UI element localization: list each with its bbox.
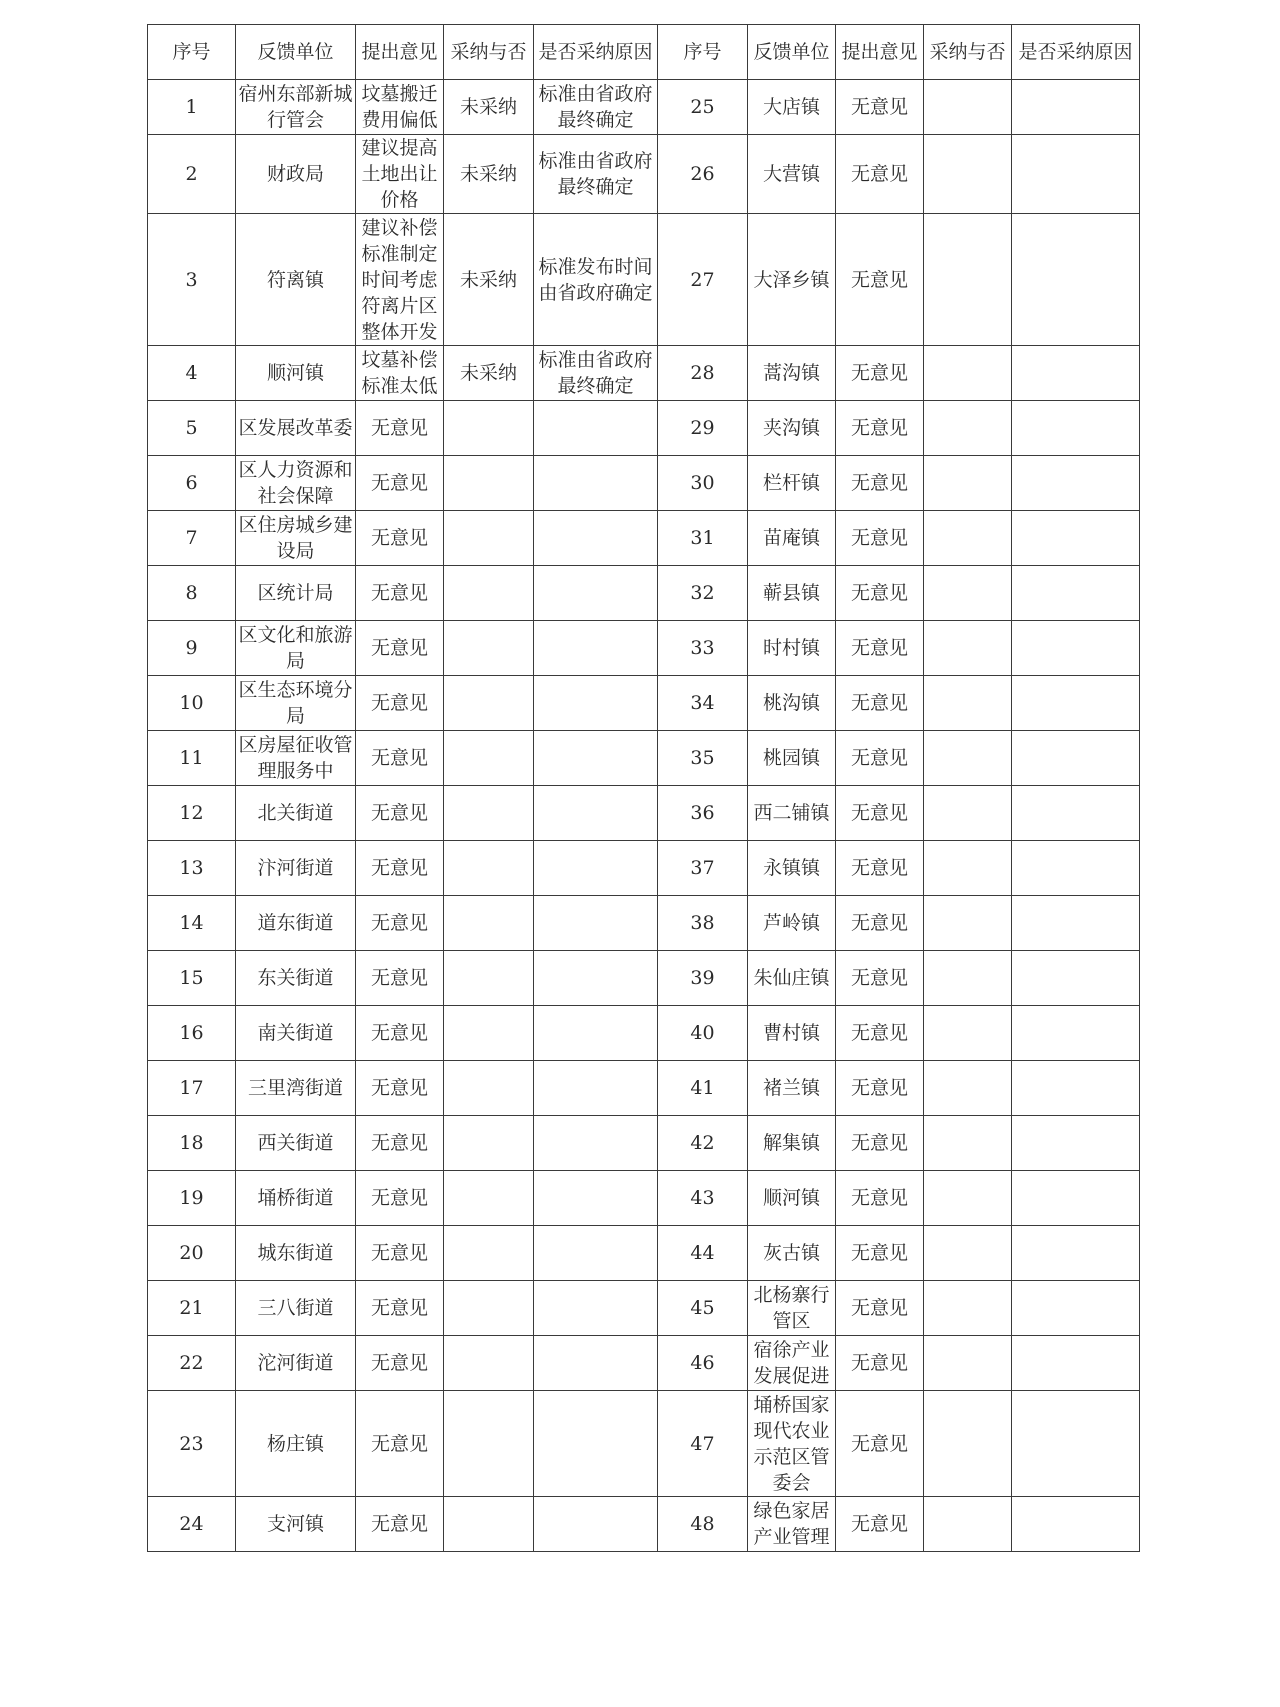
left-opinion-cell: 无意见 bbox=[356, 1171, 444, 1226]
table-row bbox=[148, 1006, 1140, 1061]
right-row-number-cell: 39 bbox=[658, 951, 748, 1006]
table-row bbox=[148, 731, 1140, 786]
right-adoption-status-cell bbox=[924, 676, 1012, 731]
right-row-number-cell: 31 bbox=[658, 511, 748, 566]
left-adoption-status-cell bbox=[444, 456, 534, 511]
left-row-number-cell: 16 bbox=[148, 1006, 236, 1061]
right-row-number-cell: 27 bbox=[658, 214, 748, 346]
right-adoption-status-cell bbox=[924, 951, 1012, 1006]
left-row-number-cell: 13 bbox=[148, 841, 236, 896]
header-cell: 是否采纳原因 bbox=[1012, 25, 1140, 80]
left-adoption-reason-cell bbox=[534, 676, 658, 731]
right-row-number-cell: 46 bbox=[658, 1336, 748, 1391]
left-opinion-cell: 无意见 bbox=[356, 951, 444, 1006]
left-adoption-reason-cell bbox=[534, 401, 658, 456]
right-adoption-status-cell bbox=[924, 511, 1012, 566]
right-feedback-unit-cell: 桃沟镇 bbox=[748, 676, 836, 731]
left-row-number-cell: 23 bbox=[148, 1391, 236, 1497]
left-adoption-status-cell bbox=[444, 1171, 534, 1226]
right-opinion-cell: 无意见 bbox=[836, 1281, 924, 1336]
left-row-number-cell: 24 bbox=[148, 1497, 236, 1552]
right-adoption-reason-cell bbox=[1012, 80, 1140, 135]
right-adoption-status-cell bbox=[924, 346, 1012, 401]
right-adoption-reason-cell bbox=[1012, 841, 1140, 896]
right-opinion-cell: 无意见 bbox=[836, 1061, 924, 1116]
left-adoption-status-cell bbox=[444, 1006, 534, 1061]
left-adoption-reason-cell bbox=[534, 841, 658, 896]
left-opinion-cell: 无意见 bbox=[356, 676, 444, 731]
right-adoption-reason-cell bbox=[1012, 1116, 1140, 1171]
right-adoption-reason-cell bbox=[1012, 566, 1140, 621]
left-adoption-status-cell bbox=[444, 1226, 534, 1281]
left-row-number-cell: 8 bbox=[148, 566, 236, 621]
left-adoption-status-cell: 未采纳 bbox=[444, 80, 534, 135]
left-adoption-reason-cell bbox=[534, 1226, 658, 1281]
left-adoption-status-cell bbox=[444, 1497, 534, 1552]
right-opinion-cell: 无意见 bbox=[836, 80, 924, 135]
right-adoption-status-cell bbox=[924, 401, 1012, 456]
right-adoption-reason-cell bbox=[1012, 1336, 1140, 1391]
right-opinion-cell: 无意见 bbox=[836, 731, 924, 786]
header-cell: 序号 bbox=[658, 25, 748, 80]
right-feedback-unit-cell: 大泽乡镇 bbox=[748, 214, 836, 346]
right-adoption-reason-cell bbox=[1012, 731, 1140, 786]
left-adoption-status-cell bbox=[444, 676, 534, 731]
table-row bbox=[148, 1116, 1140, 1171]
right-feedback-unit-cell: 曹村镇 bbox=[748, 1006, 836, 1061]
left-adoption-reason-cell bbox=[534, 951, 658, 1006]
right-feedback-unit-cell: 绿色家居产业管理 bbox=[748, 1497, 836, 1552]
right-feedback-unit-cell: 大店镇 bbox=[748, 80, 836, 135]
right-adoption-status-cell bbox=[924, 566, 1012, 621]
left-row-number-cell: 22 bbox=[148, 1336, 236, 1391]
header-row bbox=[148, 25, 1140, 80]
left-adoption-reason-cell bbox=[534, 1391, 658, 1497]
left-opinion-cell: 无意见 bbox=[356, 1391, 444, 1497]
right-adoption-reason-cell bbox=[1012, 1391, 1140, 1497]
right-adoption-status-cell bbox=[924, 1061, 1012, 1116]
right-opinion-cell: 无意见 bbox=[836, 135, 924, 214]
left-row-number-cell: 7 bbox=[148, 511, 236, 566]
right-feedback-unit-cell: 桃园镇 bbox=[748, 731, 836, 786]
right-adoption-reason-cell bbox=[1012, 1497, 1140, 1552]
header-cell: 提出意见 bbox=[836, 25, 924, 80]
table-row bbox=[148, 951, 1140, 1006]
table-row bbox=[148, 456, 1140, 511]
right-opinion-cell: 无意见 bbox=[836, 1116, 924, 1171]
right-adoption-status-cell bbox=[924, 896, 1012, 951]
right-adoption-reason-cell bbox=[1012, 786, 1140, 841]
left-feedback-unit-cell: 区统计局 bbox=[236, 566, 356, 621]
table-row bbox=[148, 214, 1140, 346]
left-adoption-reason-cell bbox=[534, 786, 658, 841]
left-feedback-unit-cell: 区住房城乡建设局 bbox=[236, 511, 356, 566]
right-adoption-status-cell bbox=[924, 135, 1012, 214]
right-feedback-unit-cell: 埇桥国家现代农业示范区管委会 bbox=[748, 1391, 836, 1497]
right-adoption-reason-cell bbox=[1012, 1006, 1140, 1061]
right-opinion-cell: 无意见 bbox=[836, 346, 924, 401]
left-opinion-cell: 无意见 bbox=[356, 621, 444, 676]
left-opinion-cell: 建议补偿标准制定时间考虑符离片区整体开发 bbox=[356, 214, 444, 346]
header-cell: 反馈单位 bbox=[748, 25, 836, 80]
left-adoption-reason-cell bbox=[534, 896, 658, 951]
table-row bbox=[148, 1281, 1140, 1336]
right-adoption-status-cell bbox=[924, 1226, 1012, 1281]
left-adoption-reason-cell bbox=[534, 456, 658, 511]
left-adoption-reason-cell: 标准由省政府最终确定 bbox=[534, 135, 658, 214]
right-opinion-cell: 无意见 bbox=[836, 1226, 924, 1281]
right-adoption-reason-cell bbox=[1012, 401, 1140, 456]
left-adoption-reason-cell: 标准发布时间由省政府确定 bbox=[534, 214, 658, 346]
left-opinion-cell: 无意见 bbox=[356, 1226, 444, 1281]
left-adoption-status-cell: 未采纳 bbox=[444, 346, 534, 401]
left-adoption-status-cell: 未采纳 bbox=[444, 214, 534, 346]
right-row-number-cell: 28 bbox=[658, 346, 748, 401]
left-row-number-cell: 14 bbox=[148, 896, 236, 951]
left-feedback-unit-cell: 沱河街道 bbox=[236, 1336, 356, 1391]
right-opinion-cell: 无意见 bbox=[836, 1006, 924, 1061]
right-row-number-cell: 36 bbox=[658, 786, 748, 841]
left-adoption-status-cell bbox=[444, 1061, 534, 1116]
right-row-number-cell: 37 bbox=[658, 841, 748, 896]
table-row bbox=[148, 1497, 1140, 1552]
left-opinion-cell: 无意见 bbox=[356, 896, 444, 951]
left-row-number-cell: 11 bbox=[148, 731, 236, 786]
left-adoption-reason-cell bbox=[534, 1006, 658, 1061]
left-adoption-status-cell bbox=[444, 511, 534, 566]
right-adoption-status-cell bbox=[924, 621, 1012, 676]
left-adoption-reason-cell bbox=[534, 731, 658, 786]
left-feedback-unit-cell: 北关街道 bbox=[236, 786, 356, 841]
left-feedback-unit-cell: 宿州东部新城行管会 bbox=[236, 80, 356, 135]
left-feedback-unit-cell: 汴河街道 bbox=[236, 841, 356, 896]
right-row-number-cell: 32 bbox=[658, 566, 748, 621]
right-opinion-cell: 无意见 bbox=[836, 951, 924, 1006]
left-adoption-status-cell bbox=[444, 1391, 534, 1497]
right-opinion-cell: 无意见 bbox=[836, 841, 924, 896]
table-row bbox=[148, 1226, 1140, 1281]
table-row bbox=[148, 401, 1140, 456]
left-feedback-unit-cell: 区文化和旅游局 bbox=[236, 621, 356, 676]
right-feedback-unit-cell: 夹沟镇 bbox=[748, 401, 836, 456]
table-row bbox=[148, 786, 1140, 841]
left-opinion-cell: 无意见 bbox=[356, 1116, 444, 1171]
right-feedback-unit-cell: 褚兰镇 bbox=[748, 1061, 836, 1116]
left-adoption-reason-cell: 标准由省政府最终确定 bbox=[534, 346, 658, 401]
left-feedback-unit-cell: 东关街道 bbox=[236, 951, 356, 1006]
right-opinion-cell: 无意见 bbox=[836, 1171, 924, 1226]
table-row bbox=[148, 80, 1140, 135]
right-adoption-reason-cell bbox=[1012, 1226, 1140, 1281]
left-opinion-cell: 无意见 bbox=[356, 511, 444, 566]
right-feedback-unit-cell: 栏杆镇 bbox=[748, 456, 836, 511]
right-feedback-unit-cell: 北杨寨行管区 bbox=[748, 1281, 836, 1336]
right-adoption-reason-cell bbox=[1012, 896, 1140, 951]
right-adoption-status-cell bbox=[924, 1336, 1012, 1391]
right-row-number-cell: 42 bbox=[658, 1116, 748, 1171]
left-opinion-cell: 无意见 bbox=[356, 566, 444, 621]
right-row-number-cell: 34 bbox=[658, 676, 748, 731]
left-opinion-cell: 无意见 bbox=[356, 1281, 444, 1336]
left-feedback-unit-cell: 符离镇 bbox=[236, 214, 356, 346]
left-feedback-unit-cell: 三里湾街道 bbox=[236, 1061, 356, 1116]
left-adoption-reason-cell: 标准由省政府最终确定 bbox=[534, 80, 658, 135]
left-row-number-cell: 3 bbox=[148, 214, 236, 346]
right-adoption-status-cell bbox=[924, 1006, 1012, 1061]
left-adoption-reason-cell bbox=[534, 1171, 658, 1226]
left-row-number-cell: 15 bbox=[148, 951, 236, 1006]
right-adoption-status-cell bbox=[924, 214, 1012, 346]
right-opinion-cell: 无意见 bbox=[836, 676, 924, 731]
left-adoption-status-cell bbox=[444, 401, 534, 456]
right-opinion-cell: 无意见 bbox=[836, 401, 924, 456]
left-row-number-cell: 6 bbox=[148, 456, 236, 511]
right-feedback-unit-cell: 灰古镇 bbox=[748, 1226, 836, 1281]
table-row bbox=[148, 135, 1140, 214]
left-opinion-cell: 坟墓搬迁费用偏低 bbox=[356, 80, 444, 135]
right-row-number-cell: 45 bbox=[658, 1281, 748, 1336]
right-feedback-unit-cell: 西二铺镇 bbox=[748, 786, 836, 841]
left-row-number-cell: 5 bbox=[148, 401, 236, 456]
right-adoption-reason-cell bbox=[1012, 1281, 1140, 1336]
right-adoption-status-cell bbox=[924, 1171, 1012, 1226]
left-feedback-unit-cell: 区发展改革委 bbox=[236, 401, 356, 456]
left-feedback-unit-cell: 顺河镇 bbox=[236, 346, 356, 401]
right-adoption-status-cell bbox=[924, 80, 1012, 135]
table-row bbox=[148, 676, 1140, 731]
right-feedback-unit-cell: 宿徐产业发展促进 bbox=[748, 1336, 836, 1391]
left-feedback-unit-cell: 道东街道 bbox=[236, 896, 356, 951]
right-opinion-cell: 无意见 bbox=[836, 456, 924, 511]
left-row-number-cell: 19 bbox=[148, 1171, 236, 1226]
left-feedback-unit-cell: 区房屋征收管理服务中 bbox=[236, 731, 356, 786]
header-cell: 是否采纳原因 bbox=[534, 25, 658, 80]
left-adoption-reason-cell bbox=[534, 566, 658, 621]
left-row-number-cell: 18 bbox=[148, 1116, 236, 1171]
right-opinion-cell: 无意见 bbox=[836, 566, 924, 621]
right-row-number-cell: 40 bbox=[658, 1006, 748, 1061]
right-feedback-unit-cell: 苗庵镇 bbox=[748, 511, 836, 566]
right-adoption-status-cell bbox=[924, 1391, 1012, 1497]
left-adoption-reason-cell bbox=[534, 1497, 658, 1552]
left-adoption-reason-cell bbox=[534, 621, 658, 676]
left-adoption-status-cell bbox=[444, 786, 534, 841]
right-opinion-cell: 无意见 bbox=[836, 214, 924, 346]
right-opinion-cell: 无意见 bbox=[836, 511, 924, 566]
left-adoption-status-cell bbox=[444, 731, 534, 786]
left-feedback-unit-cell: 南关街道 bbox=[236, 1006, 356, 1061]
left-adoption-reason-cell bbox=[534, 511, 658, 566]
left-opinion-cell: 无意见 bbox=[356, 731, 444, 786]
left-adoption-reason-cell bbox=[534, 1336, 658, 1391]
table-row bbox=[148, 1391, 1140, 1497]
right-row-number-cell: 26 bbox=[658, 135, 748, 214]
right-row-number-cell: 44 bbox=[658, 1226, 748, 1281]
right-opinion-cell: 无意见 bbox=[836, 1336, 924, 1391]
header-cell: 序号 bbox=[148, 25, 236, 80]
right-row-number-cell: 35 bbox=[658, 731, 748, 786]
header-cell: 采纳与否 bbox=[924, 25, 1012, 80]
header-cell: 反馈单位 bbox=[236, 25, 356, 80]
left-opinion-cell: 建议提高土地出让价格 bbox=[356, 135, 444, 214]
right-feedback-unit-cell: 芦岭镇 bbox=[748, 896, 836, 951]
table-row bbox=[148, 841, 1140, 896]
left-feedback-unit-cell: 埇桥街道 bbox=[236, 1171, 356, 1226]
left-adoption-status-cell bbox=[444, 951, 534, 1006]
right-adoption-reason-cell bbox=[1012, 456, 1140, 511]
table-row bbox=[148, 1061, 1140, 1116]
left-opinion-cell: 无意见 bbox=[356, 456, 444, 511]
right-feedback-unit-cell: 顺河镇 bbox=[748, 1171, 836, 1226]
right-row-number-cell: 30 bbox=[658, 456, 748, 511]
right-feedback-unit-cell: 蒿沟镇 bbox=[748, 346, 836, 401]
right-row-number-cell: 47 bbox=[658, 1391, 748, 1497]
left-row-number-cell: 10 bbox=[148, 676, 236, 731]
left-opinion-cell: 无意见 bbox=[356, 1336, 444, 1391]
right-row-number-cell: 48 bbox=[658, 1497, 748, 1552]
table-row bbox=[148, 511, 1140, 566]
right-adoption-status-cell bbox=[924, 841, 1012, 896]
right-feedback-unit-cell: 蕲县镇 bbox=[748, 566, 836, 621]
left-feedback-unit-cell: 财政局 bbox=[236, 135, 356, 214]
right-feedback-unit-cell: 时村镇 bbox=[748, 621, 836, 676]
right-feedback-unit-cell: 朱仙庄镇 bbox=[748, 951, 836, 1006]
right-row-number-cell: 29 bbox=[658, 401, 748, 456]
right-adoption-status-cell bbox=[924, 786, 1012, 841]
left-adoption-status-cell bbox=[444, 566, 534, 621]
left-opinion-cell: 无意见 bbox=[356, 1061, 444, 1116]
left-adoption-status-cell bbox=[444, 896, 534, 951]
right-adoption-status-cell bbox=[924, 1116, 1012, 1171]
right-adoption-status-cell bbox=[924, 456, 1012, 511]
left-feedback-unit-cell: 支河镇 bbox=[236, 1497, 356, 1552]
left-opinion-cell: 无意见 bbox=[356, 841, 444, 896]
right-adoption-reason-cell bbox=[1012, 951, 1140, 1006]
right-adoption-status-cell bbox=[924, 731, 1012, 786]
left-feedback-unit-cell: 杨庄镇 bbox=[236, 1391, 356, 1497]
left-row-number-cell: 1 bbox=[148, 80, 236, 135]
left-row-number-cell: 4 bbox=[148, 346, 236, 401]
left-adoption-reason-cell bbox=[534, 1116, 658, 1171]
table-row bbox=[148, 566, 1140, 621]
right-opinion-cell: 无意见 bbox=[836, 896, 924, 951]
table-row bbox=[148, 896, 1140, 951]
right-row-number-cell: 38 bbox=[658, 896, 748, 951]
left-adoption-status-cell bbox=[444, 1336, 534, 1391]
right-feedback-unit-cell: 永镇镇 bbox=[748, 841, 836, 896]
left-feedback-unit-cell: 城东街道 bbox=[236, 1226, 356, 1281]
right-row-number-cell: 41 bbox=[658, 1061, 748, 1116]
header-cell: 采纳与否 bbox=[444, 25, 534, 80]
left-row-number-cell: 21 bbox=[148, 1281, 236, 1336]
right-adoption-reason-cell bbox=[1012, 511, 1140, 566]
left-row-number-cell: 12 bbox=[148, 786, 236, 841]
left-row-number-cell: 20 bbox=[148, 1226, 236, 1281]
left-adoption-status-cell bbox=[444, 1116, 534, 1171]
right-adoption-status-cell bbox=[924, 1497, 1012, 1552]
left-feedback-unit-cell: 西关街道 bbox=[236, 1116, 356, 1171]
table-body bbox=[148, 80, 1140, 1552]
right-adoption-status-cell bbox=[924, 1281, 1012, 1336]
right-row-number-cell: 25 bbox=[658, 80, 748, 135]
left-adoption-status-cell bbox=[444, 621, 534, 676]
right-row-number-cell: 33 bbox=[658, 621, 748, 676]
left-adoption-status-cell bbox=[444, 841, 534, 896]
left-adoption-status-cell bbox=[444, 1281, 534, 1336]
left-feedback-unit-cell: 三八街道 bbox=[236, 1281, 356, 1336]
header-cell: 提出意见 bbox=[356, 25, 444, 80]
right-feedback-unit-cell: 大营镇 bbox=[748, 135, 836, 214]
left-adoption-reason-cell bbox=[534, 1061, 658, 1116]
table-row bbox=[148, 1336, 1140, 1391]
right-adoption-reason-cell bbox=[1012, 676, 1140, 731]
table-row bbox=[148, 346, 1140, 401]
left-adoption-status-cell: 未采纳 bbox=[444, 135, 534, 214]
left-opinion-cell: 无意见 bbox=[356, 1006, 444, 1061]
right-adoption-reason-cell bbox=[1012, 346, 1140, 401]
left-adoption-reason-cell bbox=[534, 1281, 658, 1336]
right-row-number-cell: 43 bbox=[658, 1171, 748, 1226]
feedback-table bbox=[147, 24, 1140, 1552]
table-row bbox=[148, 1171, 1140, 1226]
right-opinion-cell: 无意见 bbox=[836, 786, 924, 841]
left-row-number-cell: 17 bbox=[148, 1061, 236, 1116]
right-opinion-cell: 无意见 bbox=[836, 1497, 924, 1552]
left-opinion-cell: 无意见 bbox=[356, 1497, 444, 1552]
right-adoption-reason-cell bbox=[1012, 135, 1140, 214]
right-opinion-cell: 无意见 bbox=[836, 1391, 924, 1497]
left-feedback-unit-cell: 区生态环境分局 bbox=[236, 676, 356, 731]
right-adoption-reason-cell bbox=[1012, 1061, 1140, 1116]
right-feedback-unit-cell: 解集镇 bbox=[748, 1116, 836, 1171]
right-opinion-cell: 无意见 bbox=[836, 621, 924, 676]
left-opinion-cell: 无意见 bbox=[356, 401, 444, 456]
right-adoption-reason-cell bbox=[1012, 1171, 1140, 1226]
table-row bbox=[148, 621, 1140, 676]
left-row-number-cell: 2 bbox=[148, 135, 236, 214]
left-feedback-unit-cell: 区人力资源和社会保障 bbox=[236, 456, 356, 511]
left-row-number-cell: 9 bbox=[148, 621, 236, 676]
right-adoption-reason-cell bbox=[1012, 214, 1140, 346]
right-adoption-reason-cell bbox=[1012, 621, 1140, 676]
left-opinion-cell: 无意见 bbox=[356, 786, 444, 841]
left-opinion-cell: 坟墓补偿标准太低 bbox=[356, 346, 444, 401]
